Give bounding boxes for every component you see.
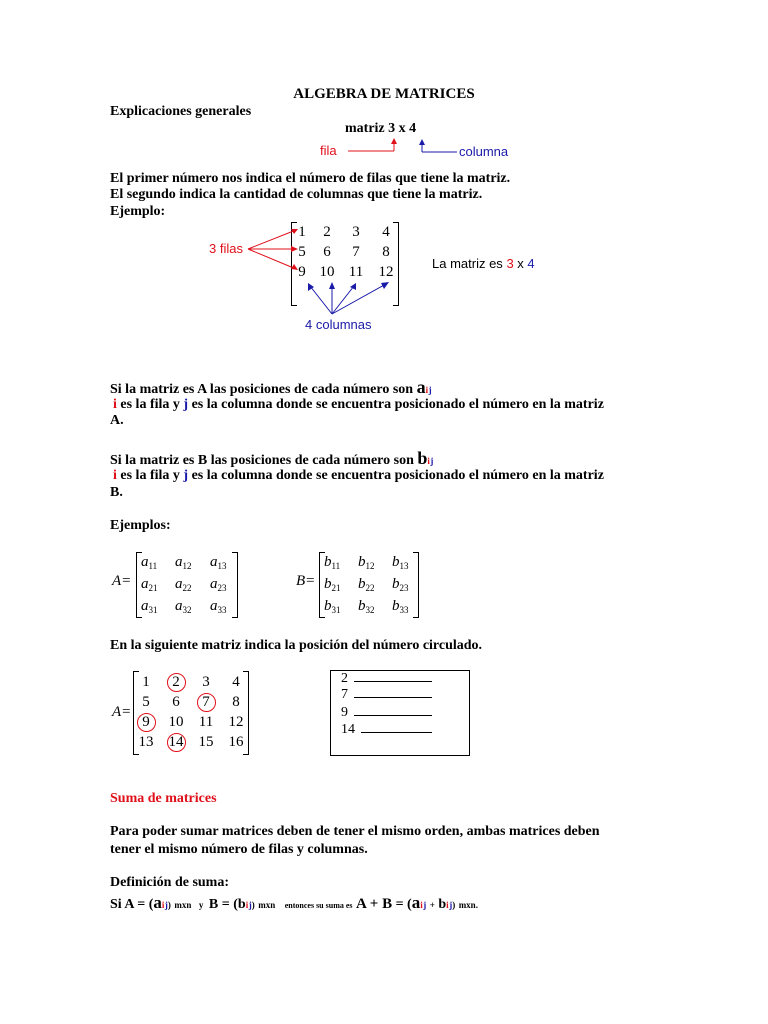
matrix-cell: 7 [202, 694, 210, 710]
matrix-cell: 11 [198, 714, 214, 730]
b-matrix [319, 552, 419, 618]
matrix-cell: $b_{12}$ [358, 554, 375, 571]
a-matrix [136, 552, 238, 618]
ejemplo-label: Ejemplo: [110, 204, 166, 219]
matrix-cell: 6 [323, 244, 331, 260]
a-positions-text: Si la matriz es A las posiciones de cada número son [110, 382, 414, 397]
indica-text: En la siguiente matriz indica la posición del número circulado. [110, 638, 483, 653]
index-j: j [183, 397, 189, 412]
matrix-cell: 14 [168, 734, 184, 750]
matrix-cell: 3 [202, 674, 210, 690]
a-symbol: a [416, 377, 426, 397]
a-explain-end: A. [110, 413, 124, 428]
def-suma-label: Definición de suma: [110, 875, 229, 890]
matrix-cell: 7 [352, 244, 360, 260]
matrix-cell: 12 [228, 714, 244, 730]
fila-label: fila [320, 143, 337, 158]
matrix-cell: 2 [323, 224, 331, 240]
matrix-cell: 3 [352, 224, 360, 240]
quiz-matrix-label: A= [112, 704, 132, 720]
circled-number [197, 693, 216, 712]
suma-para-2: tener el mismo número de filas y columnas. [110, 842, 368, 857]
matrix-cell: $b_{33}$ [392, 598, 409, 615]
matrix-cell: $b_{11}$ [324, 554, 341, 571]
matrix-cell: 6 [172, 694, 180, 710]
index-i: i [425, 385, 429, 395]
answer-line[interactable]: 14 [341, 722, 432, 738]
dimension-cols: 4 [527, 256, 535, 271]
matrix-cell: $b_{21}$ [324, 576, 341, 593]
matrix-cell: $a_{23}$ [210, 576, 227, 593]
answer-line[interactable]: 2 [341, 671, 432, 687]
circled-number [167, 733, 186, 752]
circled-number [167, 673, 186, 692]
para-filas: El primer número nos indica el número de filas que tiene la matriz. [110, 171, 511, 186]
matrix-cell: $b_{13}$ [392, 554, 409, 571]
filas-columnas-arrows [240, 220, 400, 320]
index-i: i [113, 468, 117, 483]
answer-box [330, 670, 470, 756]
index-j: j [428, 385, 432, 395]
suma-para-1: Para poder sumar matrices deben de tener el mismo orden, ambas matrices deben [110, 824, 600, 839]
matrix-cell: $a_{32}$ [175, 598, 192, 615]
a-explain-mid1: es la fila y [120, 397, 180, 412]
matrix-cell: 9 [298, 264, 306, 280]
matrix-cell: $b_{23}$ [392, 576, 409, 593]
matrix-cell: 8 [382, 244, 390, 260]
matrix-cell: 5 [142, 694, 150, 710]
index-j: j [183, 468, 189, 483]
subtitle: Explicaciones generales [110, 104, 252, 119]
dimension-rows: 3 [506, 256, 514, 271]
matrix-cell: 2 [172, 674, 180, 690]
filas-label: 3 filas [209, 241, 243, 256]
b-matrix-label: B= [296, 573, 316, 589]
matrix-cell: 4 [382, 224, 390, 240]
b-explain-mid2: es la columna donde se encuentra posicionado el número en la matriz [191, 468, 604, 483]
columnas-label: 4 columnas [305, 317, 372, 332]
quiz-matrix [133, 671, 249, 755]
matrix-cell: 1 [298, 224, 306, 240]
matrix-cell: $b_{32}$ [358, 598, 375, 615]
a-explain-mid2: es la columna donde se encuentra posicionado el número en la matriz [191, 397, 604, 412]
matrix-cell: 8 [232, 694, 240, 710]
matrix-cell: $a_{12}$ [175, 554, 192, 571]
b-explain-mid1: es la fila y [120, 468, 180, 483]
matriz-label: matriz 3 x 4 [345, 121, 417, 136]
index-i: i [113, 397, 117, 412]
index-i: i [427, 456, 430, 466]
matrix-cell: $a_{31}$ [141, 598, 158, 615]
b-symbol: b [417, 448, 428, 468]
b-positions-line [110, 448, 433, 469]
matrix-cell: 13 [138, 734, 154, 750]
matrix-cell: $a_{22}$ [175, 576, 192, 593]
matrix-cell: $a_{11}$ [141, 554, 158, 571]
b-explain-line [110, 468, 604, 484]
suma-title: Suma de matrices [110, 791, 217, 806]
matrix-cell: $a_{21}$ [141, 576, 158, 593]
matrix-cell: $b_{31}$ [324, 598, 341, 615]
a-explain-line [110, 397, 604, 413]
matrix-cell: 11 [348, 264, 364, 280]
index-j: j [430, 456, 434, 466]
sum-definition: Si A = (ai j) mxn y B = (bi j) mxn entonces su suma es A + B = (ai j + bi j) mxn. [110, 893, 478, 912]
matrix-cell: 16 [228, 734, 244, 750]
matrix-cell: 9 [142, 714, 150, 730]
a-matrix-label: A= [112, 573, 132, 589]
para-columnas: El segundo indica la cantidad de columnas que tiene la matriz. [110, 187, 483, 202]
matrix-cell: 15 [198, 734, 214, 750]
columna-label: columna [459, 144, 509, 159]
b-positions-text: Si la matriz es B las posiciones de cada número son [110, 453, 414, 468]
matrix-cell: 5 [298, 244, 306, 260]
a-positions-line [110, 377, 432, 398]
matrix-cell: 1 [142, 674, 150, 690]
fila-columna-arrows [340, 136, 470, 160]
answer-line[interactable]: 7 [341, 687, 432, 703]
page-title: ALGEBRA DE MATRICES [293, 86, 475, 102]
matrix-cell: $a_{13}$ [210, 554, 227, 571]
matrix-cell: 10 [168, 714, 184, 730]
matrix-dimension [432, 256, 535, 271]
matrix-cell: $b_{22}$ [358, 576, 375, 593]
b-explain-end: B. [110, 485, 123, 500]
dimension-prefix: La matriz es [432, 256, 503, 271]
matrix-cell: $a_{33}$ [210, 598, 227, 615]
dimension-x: x [517, 256, 524, 271]
circled-number [137, 713, 156, 732]
matrix-cell: 12 [378, 264, 394, 280]
answer-line[interactable]: 9 [341, 705, 432, 721]
matrix-cell: 4 [232, 674, 240, 690]
ejemplos-label: Ejemplos: [110, 518, 171, 533]
matrix-cell: 10 [319, 264, 335, 280]
